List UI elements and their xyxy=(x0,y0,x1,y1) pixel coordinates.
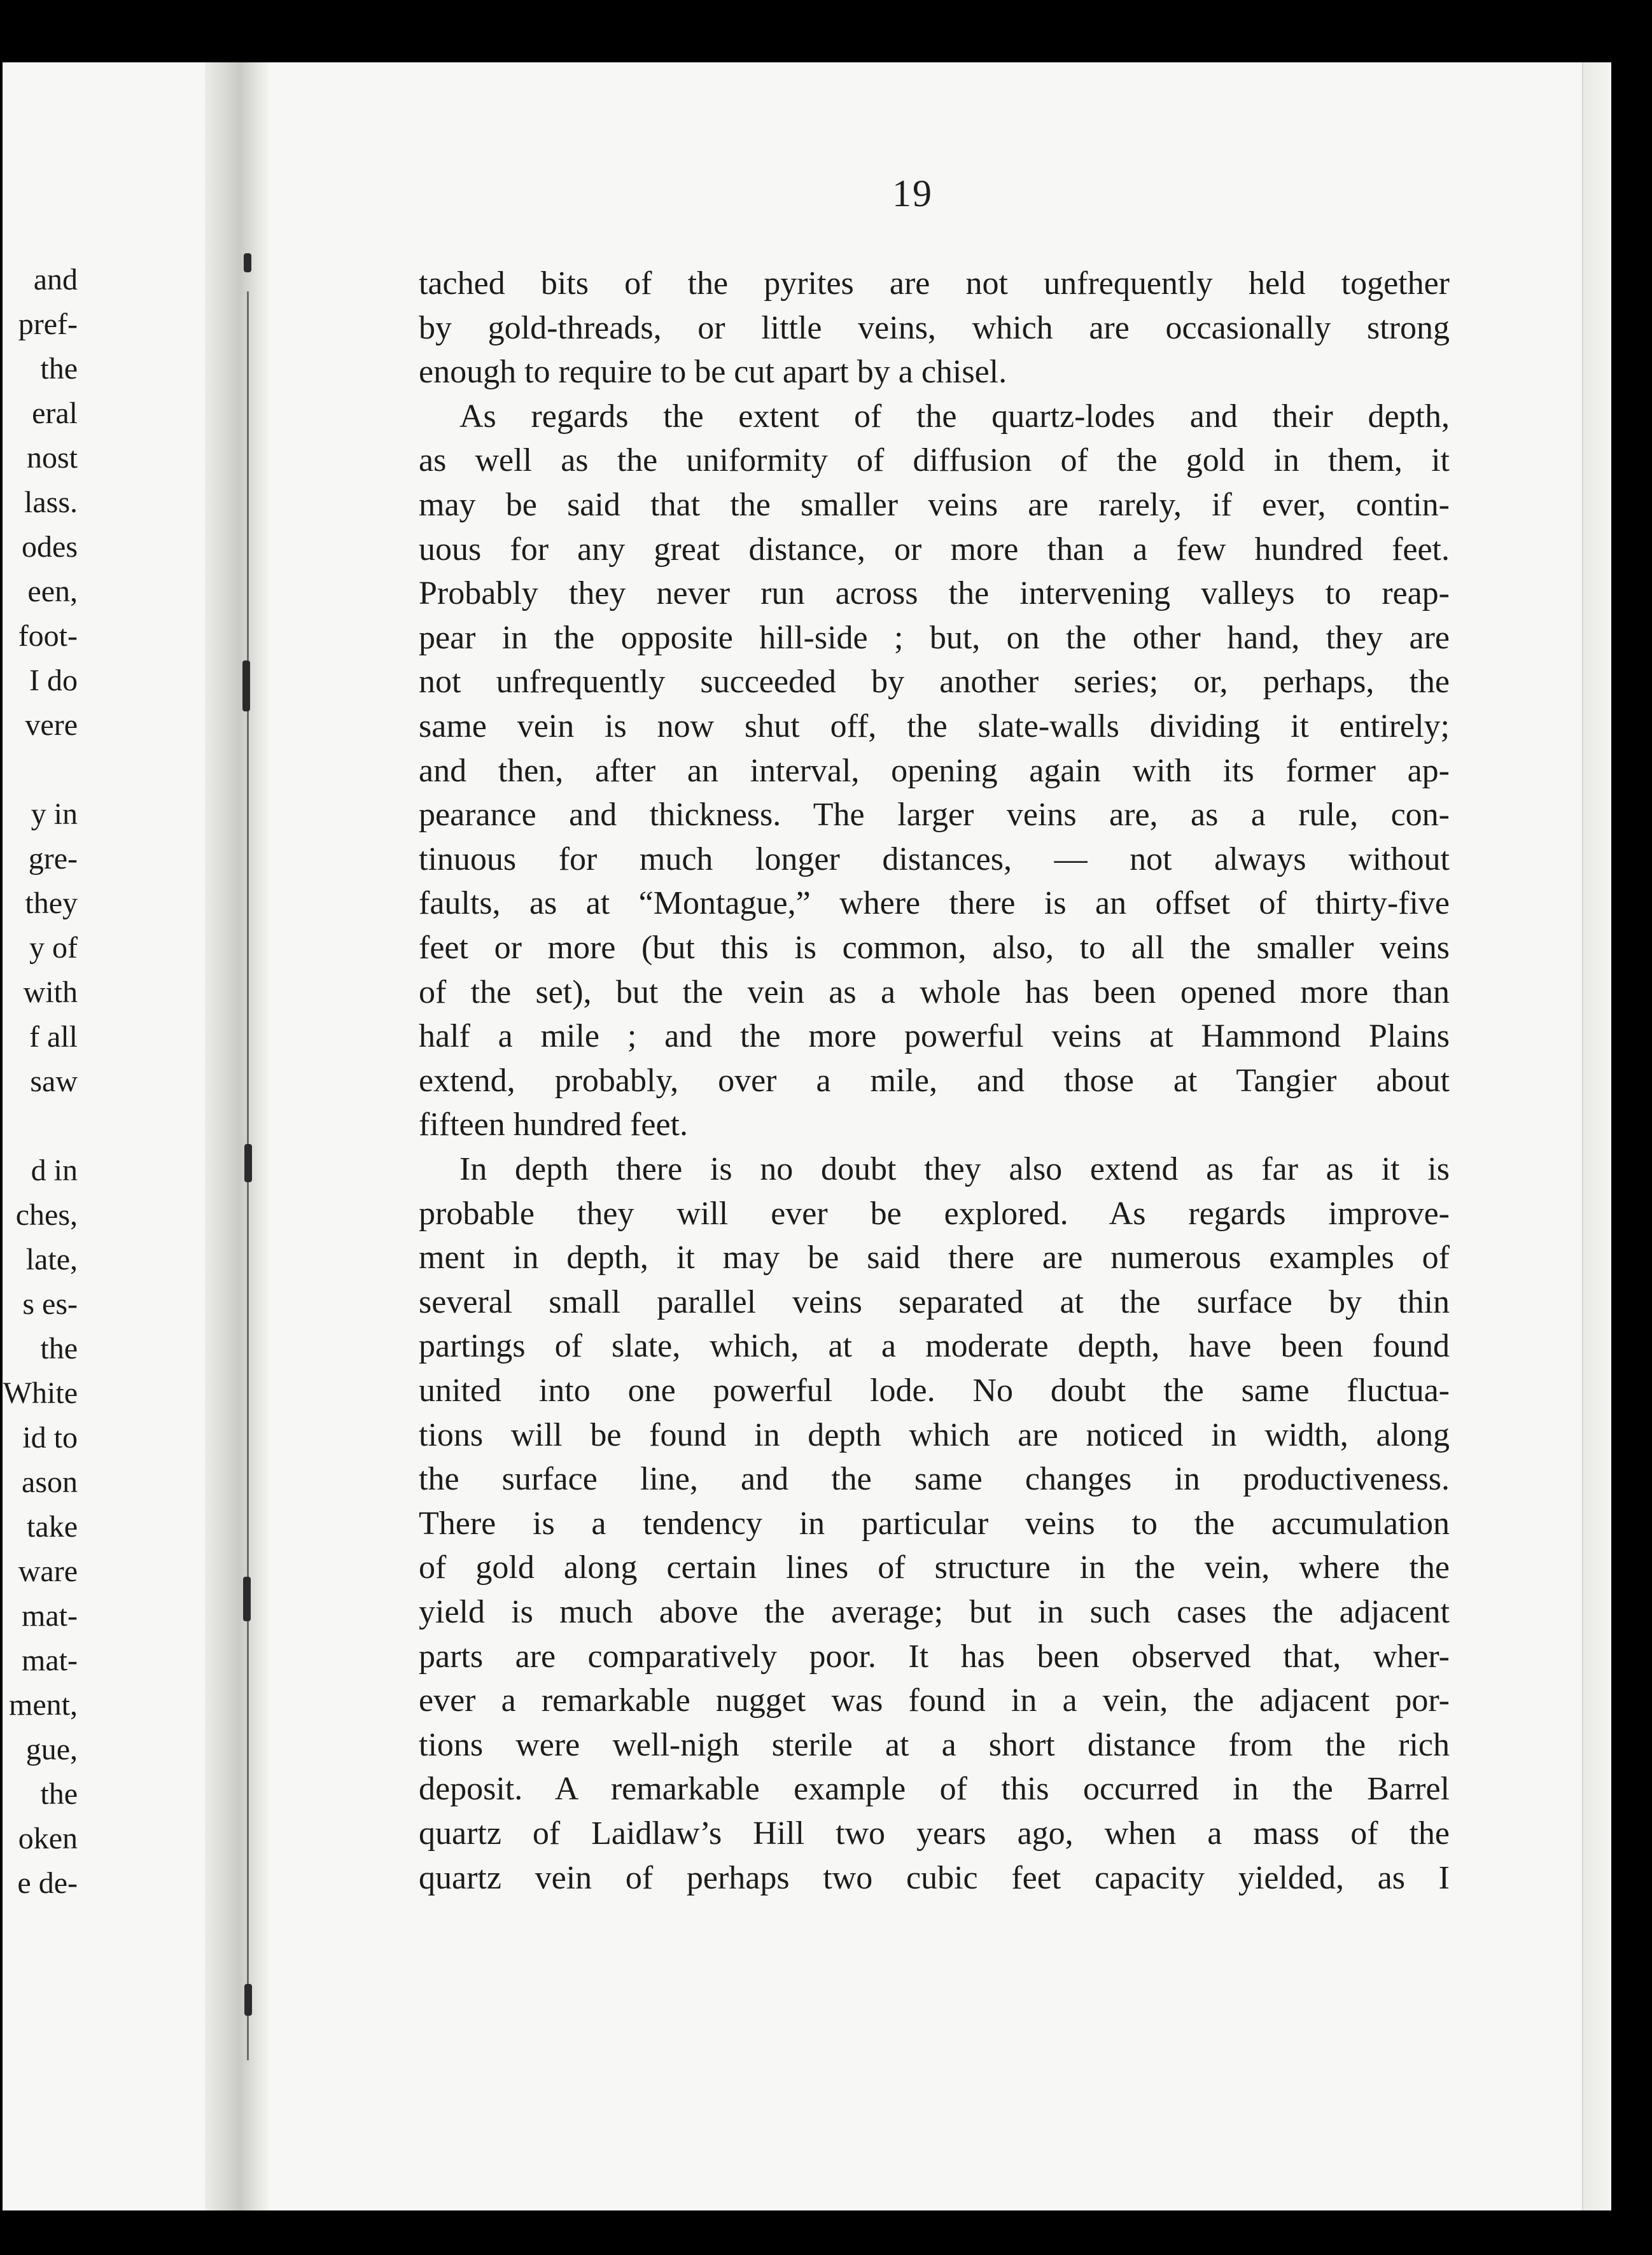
left-page-line: nost xyxy=(26,441,78,475)
page-edge xyxy=(1582,62,1611,2210)
body-text-line: tions were well-nigh sterile at a short distance from the rich xyxy=(419,1727,1450,1763)
left-page-line: they xyxy=(25,886,78,920)
left-page-line: mat- xyxy=(22,1644,78,1677)
left-page-fragment xyxy=(3,62,78,2210)
body-text-line: enough to require to be cut apart by a chisel. xyxy=(419,354,1007,390)
body-text-line: by gold-threads, or little veins, which are occasionally strong xyxy=(419,310,1450,346)
left-page-line: mat- xyxy=(22,1599,78,1633)
body-text-line: the surface line, and the same changes in productiveness. xyxy=(419,1461,1450,1497)
left-page-line: y in xyxy=(31,797,78,831)
body-text-line: yield is much above the average; but in such cases the adjacent xyxy=(419,1594,1450,1630)
body-text-line: feet or more (but this is common, also, to all the smaller veins xyxy=(419,930,1450,966)
left-page-line: foot- xyxy=(18,619,78,653)
body-text-line: tinuous for much longer distances, — not always without xyxy=(419,841,1450,877)
page-number: 19 xyxy=(892,172,933,214)
body-text-line: parts are comparatively poor. It has been observed that, wher- xyxy=(419,1638,1450,1675)
left-page-line: ason xyxy=(22,1465,78,1499)
left-page-line: take xyxy=(27,1510,78,1544)
body-text-line: not unfrequently succeeded by another series; or, perhaps, the xyxy=(419,664,1450,700)
body-text-line: probable they will ever be explored. As regards improve- xyxy=(419,1196,1450,1232)
gutter-mark xyxy=(243,1577,251,1621)
body-text-line: pear in the opposite hill-side ; but, on the other hand, they are xyxy=(419,620,1450,656)
body-text-line: several small parallel veins separated at the surface by thin xyxy=(419,1284,1450,1320)
gutter-mark xyxy=(244,1144,252,1182)
body-text-line: ment in depth, it may be said there are numerous examples of xyxy=(419,1239,1450,1276)
body-text-line: pearance and thickness. The larger veins are, as a rule, con- xyxy=(419,797,1450,833)
body-text-line: and then, after an interval, opening again with its former ap- xyxy=(419,753,1450,789)
body-text-line: tions will be found in depth which are noticed in width, along xyxy=(419,1417,1450,1453)
body-text-line: of the set), but the vein as a whole has been opened more than xyxy=(419,974,1450,1010)
scanned-page xyxy=(3,62,1611,2210)
left-page-line: saw xyxy=(30,1065,78,1098)
left-page-line: White xyxy=(3,1376,78,1410)
body-text-line: uous for any great distance, or more than a few hundred feet. xyxy=(419,531,1450,568)
book-gutter xyxy=(205,62,269,2210)
left-page-line: gue, xyxy=(25,1733,78,1766)
left-page-line: oken xyxy=(18,1822,78,1855)
body-text-line: There is a tendency in particular veins to the accumulation xyxy=(419,1505,1450,1542)
left-page-line: the xyxy=(40,1332,78,1365)
left-page-line: pref- xyxy=(18,307,78,341)
body-text-line: Probably they never run across the intervening valleys to reap- xyxy=(419,575,1450,611)
gutter-mark xyxy=(244,1984,252,2016)
left-page-line: ches, xyxy=(15,1198,78,1232)
left-page-line: late, xyxy=(25,1243,78,1276)
body-text-line: ever a remarkable nugget was found in a vein, the adjacent por- xyxy=(419,1682,1450,1719)
left-page-line: ware xyxy=(18,1554,78,1588)
left-page-line: id to xyxy=(22,1421,78,1455)
body-text-line: half a mile ; and the more powerful veins at Hammond Plains xyxy=(419,1018,1450,1054)
left-page-line: the xyxy=(40,352,78,386)
gutter-mark xyxy=(244,253,251,272)
body-text-line: quartz vein of perhaps two cubic feet capacity yielded, as I xyxy=(419,1860,1450,1896)
left-page-line: e de- xyxy=(17,1866,78,1900)
left-page-line: ment, xyxy=(9,1688,78,1722)
body-text-line: as well as the uniformity of diffusion of the gold in them, it xyxy=(419,442,1450,478)
left-page-line: I do xyxy=(29,664,78,697)
body-text-line: partings of slate, which, at a moderate depth, have been found xyxy=(419,1328,1450,1364)
body-text-line: In depth there is no doubt they also extend as far as it is xyxy=(459,1151,1450,1187)
body-text-line: of gold along certain lines of structure in the vein, where the xyxy=(419,1549,1450,1586)
left-page-line: s es- xyxy=(22,1287,78,1321)
body-text-line: As regards the extent of the quartz-lodes and their depth, xyxy=(459,398,1450,435)
body-text-line: faults, as at “Montague,” where there is an offset of thirty-five xyxy=(419,885,1450,921)
left-page-line: f all xyxy=(29,1020,78,1054)
body-text-line: tached bits of the pyrites are not unfrequently held together xyxy=(419,265,1450,302)
body-text-line: same vein is now shut off, the slate-walls dividing it entirely; xyxy=(419,708,1450,744)
body-text-line: extend, probably, over a mile, and those at Tangier about xyxy=(419,1063,1450,1099)
left-page-line: eral xyxy=(32,396,78,430)
body-text-line: fifteen hundred feet. xyxy=(419,1107,689,1143)
left-page-line: gre- xyxy=(28,842,78,876)
left-page-line: vere xyxy=(25,708,78,742)
left-page-line: een, xyxy=(27,575,78,608)
body-text-line: may be said that the smaller veins are rarely, if ever, contin- xyxy=(419,487,1450,523)
body-text-line: united into one powerful lode. No doubt the same fluctua- xyxy=(419,1372,1450,1409)
left-page-line: d in xyxy=(31,1154,78,1187)
left-page-line: and xyxy=(33,263,78,297)
left-page-line: the xyxy=(40,1777,78,1811)
left-page-line: with xyxy=(23,975,78,1009)
body-text-line: quartz of Laidlaw’s Hill two years ago, when a mass of the xyxy=(419,1815,1450,1852)
left-page-line: lass. xyxy=(24,485,78,519)
body-text-line: deposit. A remarkable example of this occurred in the Barrel xyxy=(419,1771,1450,1807)
left-page-line: y of xyxy=(29,931,78,965)
gutter-mark xyxy=(242,660,250,711)
left-page-line: odes xyxy=(22,530,78,564)
